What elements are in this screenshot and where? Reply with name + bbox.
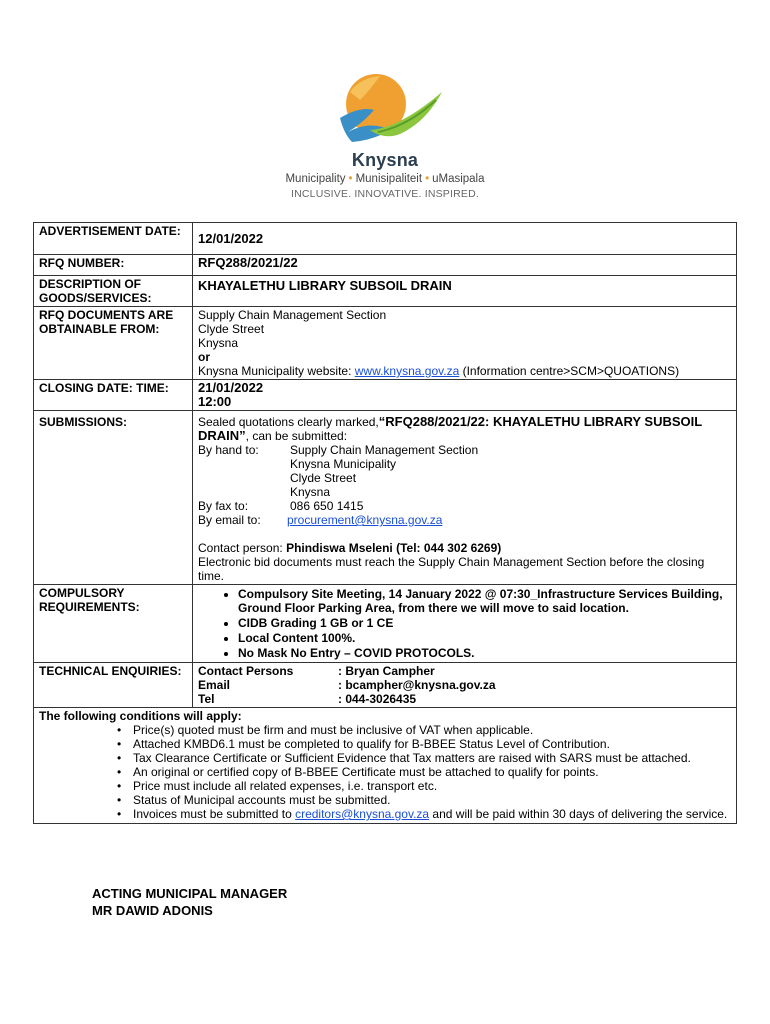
- byhand-2: Knysna Municipality: [290, 457, 397, 471]
- email-label: By email to:: [198, 513, 261, 527]
- obtainable-line1: Supply Chain Management Section: [198, 308, 387, 322]
- compulsory-item: • Local Content 100%.: [238, 631, 731, 645]
- condition-item: • Attached KMBD6.1 must be completed to qualify for B-BBEE Status Level of Contribution.: [133, 737, 731, 751]
- byhand-row: [198, 443, 731, 499]
- advertisement-label: ADVERTISEMENT DATE:: [34, 223, 193, 255]
- closing-value: [193, 380, 737, 411]
- signature-name: MR DAWID ADONIS: [92, 903, 213, 918]
- dot-icon: •: [425, 173, 430, 185]
- closing-label: CLOSING DATE: TIME:: [34, 380, 193, 411]
- rfq-table: [33, 222, 737, 824]
- obtainable-or: or: [198, 350, 210, 364]
- condition-item-invoice: [133, 807, 731, 821]
- knysna-logo-icon: [330, 70, 450, 145]
- byhand-label: By hand to:: [198, 443, 259, 457]
- submissions-marked: “RFQ288/2021/22: KHAYALETHU LIBRARY SUBSOIL DRAIN”: [198, 414, 702, 443]
- obtainable-value: [193, 307, 737, 380]
- byhand-4: Knysna: [290, 485, 331, 499]
- conditions-cell: [34, 708, 737, 824]
- conditions-title: The following conditions will apply:: [39, 709, 242, 723]
- invoice-prefix: Invoices must be submitted to: [133, 807, 296, 821]
- compulsory-label: COMPULSORY REQUIREMENTS:: [34, 585, 193, 663]
- compulsory-list: [198, 587, 731, 660]
- tech-key-1: Contact Persons: [198, 664, 294, 678]
- closing-time: 12:00: [198, 394, 232, 409]
- fax-value: 086 650 1415: [290, 499, 364, 513]
- obtainable-web-suffix: (Information centre>SCM>QUOATIONS): [459, 364, 680, 378]
- tech-value-2: : bcampher@knysna.gov.za: [338, 678, 496, 692]
- brand-tagline: INCLUSIVE. INNOVATIVE. INSPIRED.: [290, 188, 480, 200]
- tech-row-3: [198, 692, 731, 706]
- submissions-value: [193, 411, 737, 585]
- logo-area: [0, 70, 770, 205]
- creditors-email-link[interactable]: creditors@knysna.gov.za: [295, 807, 430, 821]
- row-rfq-number: [34, 255, 737, 276]
- condition-item: • Price must include all related expenses, i.e. transport etc.: [133, 779, 731, 793]
- brand-sub-2: Munisipaliteit: [355, 173, 423, 185]
- brand-subtitle: [0, 173, 770, 185]
- spacer: [198, 527, 731, 541]
- signature-title: ACTING MUNICIPAL MANAGER: [92, 886, 288, 901]
- row-closing: [34, 380, 737, 411]
- tech-key-3: Tel: [198, 692, 215, 706]
- byhand-1: Supply Chain Management Section: [290, 443, 479, 457]
- website-link[interactable]: www.knysna.gov.za: [354, 364, 460, 378]
- compulsory-value: [193, 585, 737, 663]
- obtainable-web-prefix: Knysna Municipality website:: [198, 364, 355, 378]
- rfq-value: RFQ288/2021/22: [193, 255, 737, 276]
- compulsory-item: • No Mask No Entry – COVID PROTOCOLS.: [238, 646, 731, 660]
- row-conditions: [34, 708, 737, 824]
- tech-value-3: : 044-3026435: [338, 692, 417, 706]
- row-submissions: [34, 411, 737, 585]
- compulsory-item: • CIDB Grading 1 GB or 1 CE: [238, 616, 731, 630]
- brand-sub-1: Municipality: [285, 173, 346, 185]
- submissions-intro-block: [198, 415, 731, 443]
- fax-label: By fax to:: [198, 499, 249, 513]
- technical-value: [193, 663, 737, 708]
- obtainable-line3: Knysna: [198, 336, 239, 350]
- condition-item: • An original or certified copy of B-BBEE Certificate must be attached to qualify for points.: [133, 765, 731, 779]
- dot-icon: •: [348, 173, 353, 185]
- submissions-label: SUBMISSIONS:: [34, 411, 193, 585]
- fax-row: [198, 499, 731, 513]
- procurement-email-link[interactable]: procurement@knysna.gov.za: [287, 513, 443, 527]
- condition-item: • Tax Clearance Certificate or Sufficient Evidence that Tax matters are raised with SARS must be attached.: [133, 751, 731, 765]
- row-obtainable: [34, 307, 737, 380]
- byhand-3: Clyde Street: [290, 471, 357, 485]
- advertisement-value: 12/01/2022: [193, 223, 737, 255]
- tech-row-2: [198, 678, 731, 692]
- contact-prefix: Contact person:: [198, 541, 287, 555]
- obtainable-web: [198, 364, 731, 378]
- condition-item: • Price(s) quoted must be firm and must be inclusive of VAT when applicable.: [133, 723, 731, 737]
- submissions-intro: Sealed quotations clearly marked,: [198, 415, 379, 429]
- conditions-list: [39, 723, 731, 821]
- signature-block: [92, 885, 287, 919]
- tech-row-1: [198, 664, 731, 678]
- tech-key-2: Email: [198, 678, 231, 692]
- brand-sub-3: uMasipala: [432, 173, 485, 185]
- description-value: KHAYALETHU LIBRARY SUBSOIL DRAIN: [193, 276, 737, 307]
- row-compulsory: [34, 585, 737, 663]
- technical-label: TECHNICAL ENQUIRIES:: [34, 663, 193, 708]
- invoice-suffix: and will be paid within 30 days of delivering the service.: [429, 807, 728, 821]
- email-row: [198, 513, 731, 527]
- row-technical: [34, 663, 737, 708]
- obtainable-line2: Clyde Street: [198, 322, 265, 336]
- row-advertisement: [34, 223, 737, 255]
- submissions-after: , can be submitted:: [245, 429, 348, 443]
- obtainable-label: RFQ DOCUMENTS ARE OBTAINABLE FROM:: [34, 307, 193, 380]
- compulsory-item: • Compulsory Site Meeting, 14 January 2022 @ 07:30_Infrastructure Services Building, Ground Floor Parking Area, from there we will move to said location.: [238, 587, 731, 615]
- contact-line: [198, 541, 731, 555]
- description-label: DESCRIPTION OF GOODS/SERVICES:: [34, 276, 193, 307]
- condition-item: • Status of Municipal accounts must be submitted.: [133, 793, 731, 807]
- contact-value: Phindiswa Mseleni (Tel: 044 302 6269): [286, 541, 502, 555]
- brand-name: Knysna: [351, 150, 419, 170]
- byhand-address: [290, 443, 478, 499]
- tech-value-1: : Bryan Campher: [338, 664, 435, 678]
- row-description: [34, 276, 737, 307]
- rfq-label: RFQ NUMBER:: [34, 255, 193, 276]
- electronic-note: Electronic bid documents must reach the Supply Chain Management Section before the closing time.: [198, 555, 705, 583]
- closing-date: 21/01/2022: [198, 380, 264, 395]
